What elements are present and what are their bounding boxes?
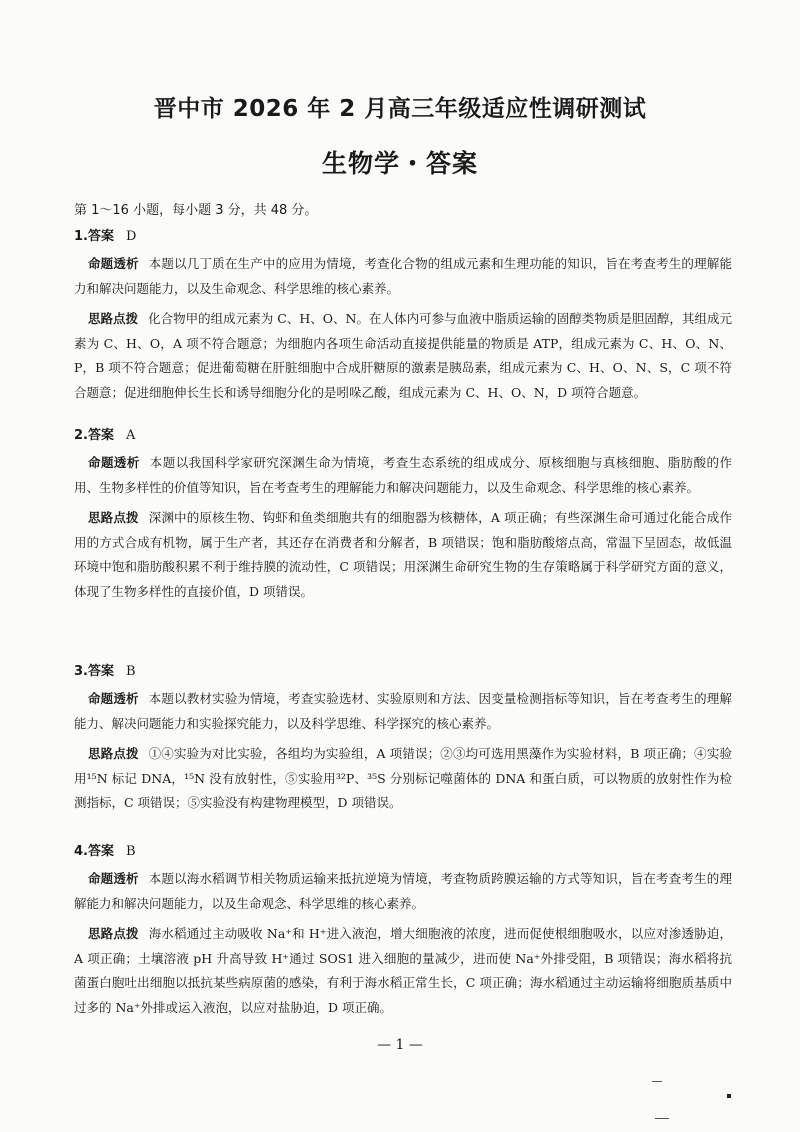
scan-mark	[655, 1118, 669, 1119]
analysis-paragraph	[74, 252, 732, 301]
question-number: 4.	[74, 844, 88, 859]
analysis-text: 本题以教材实验为情境，考查实验选材、实验原则和方法、因变量检测指标等知识，旨在考查考生的理解能力、解决问题能力和实验探究能力，以及科学思维、科学探究的核心素养。	[74, 691, 732, 731]
analysis-label: 命题透析	[88, 256, 139, 271]
scan-mark	[652, 1081, 662, 1082]
answer-label: 答案	[87, 428, 114, 443]
guide-label: 思路点拨	[88, 746, 139, 761]
guide-label: 思路点拨	[88, 510, 139, 525]
analysis-label: 命题透析	[88, 871, 139, 886]
question-3	[74, 663, 732, 822]
analysis-text: 本题以海水稻调节相关物质运输来抵抗逆境为情境，考查物质跨膜运输的方式等知识，旨在考查考生的理解能力和解决问题能力，以及生命观念、科学思维的核心素养。	[74, 871, 732, 911]
analysis-paragraph	[74, 451, 732, 500]
question-number: 3.	[74, 664, 88, 679]
answer-label: 答案	[87, 844, 114, 859]
guide-label: 思路点拨	[88, 311, 139, 326]
answer-line	[74, 427, 732, 445]
answer-value: B	[126, 844, 136, 859]
analysis-text: 本题以我国科学家研究深渊生命为情境，考查生态系统的组成成分、原核细胞与真核细胞、脂肪酸的作用、生物多样性的价值等知识，旨在考查考生的理解能力和解决问题能力，以及生命观念、科学思维的核心素养。	[74, 455, 732, 495]
answer-line	[74, 843, 732, 861]
analysis-label: 命题透析	[88, 455, 140, 470]
page-subtitle: 生物学・答案	[321, 149, 478, 178]
question-number: 1.	[74, 229, 88, 244]
answer-line	[74, 663, 732, 681]
question-number: 2.	[74, 428, 88, 443]
guide-paragraph	[74, 742, 732, 816]
guide-text: ①④实验为对比实验，各组均为实验组，A 项错误；②③均可选用黑藻作为实验材料，B 项正确；④实验用¹⁵N 标记 DNA，¹⁵N 没有放射性，⑤实验用³²P、³⁵S 分别标记噬菌体的 DNA 和蛋白质，可以物质的放射性作为检测指标，C 项错误；⑤实验没有构建物理模型，D 项错误。	[74, 746, 732, 810]
guide-paragraph	[74, 506, 732, 604]
question-2	[74, 427, 732, 610]
answer-line	[74, 228, 732, 246]
question-4	[74, 843, 732, 1026]
question-1	[74, 228, 732, 411]
guide-text: 海水稻通过主动吸收 Na⁺和 H⁺进入液泡，增大细胞液的浓度，进而促使根细胞吸水，以应对渗透胁迫，A 项正确；土壤溶液 pH 升高导致 H⁺通过 SOS1 进入细胞的量减少，进而使 Na⁺外排受阻，B 项错误；海水稻将抗菌蛋白胞吐出细胞以抵抗某些病原菌的感染，有利于海水稻正常生长，C 项正确；海水稻通过主动运输将细胞质基质中过多的 Na⁺外排或运入液泡，以应对盐胁迫，D 项正确。	[74, 926, 732, 1015]
analysis-paragraph	[74, 687, 732, 736]
guide-paragraph	[74, 922, 732, 1020]
guide-text: 深渊中的原核生物、钩虾和鱼类细胞共有的细胞器为核糖体，A 项正确；有些深渊生命可通过化能合成作用的方式合成有机物，属于生产者，其还存在消费者和分解者，B 项错误；饱和脂肪酸熔点高，常温下呈固态，故低温环境中饱和脂肪酸积累不利于维持膜的流动性，C 项错误；用深渊生命研究生物的生存策略属于科学研究方面的意义，体现了生物多样性的直接价值，D 项错误。	[74, 510, 732, 599]
answer-value: D	[126, 229, 137, 244]
answer-label: 答案	[87, 664, 114, 679]
page-title: 晋中市 2026 年 2 月高三年级适应性调研测试	[153, 96, 647, 122]
section-intro: 第 1～16 小题，每小题 3 分，共 48 分。	[74, 203, 318, 218]
page-number: — 1 —	[377, 1037, 423, 1053]
guide-paragraph	[74, 307, 732, 405]
scan-mark	[727, 1094, 731, 1098]
answer-label: 答案	[87, 229, 114, 244]
guide-text: 化合物甲的组成元素为 C、H、O、N。在人体内可参与血液中脂质运输的固醇类物质是胆固醇，其组成元素为 C、H、O，A 项不符合题意；为细胞内各项生命活动直接提供能量的物质是 ATP，组成元素为 C、H、O、N、P，B 项不符合题意；促进葡萄糖在肝脏细胞中合成肝糖原的激素是胰岛素，组成元素为 C、H、O、N、S，C 项不符合题意；促进细胞伸长生长和诱导细胞分化的是吲哚乙酸，组成元素为 C、H、O、N，D 项符合题意。	[74, 311, 732, 400]
analysis-label: 命题透析	[88, 691, 139, 706]
answer-value: A	[126, 428, 136, 443]
analysis-text: 本题以几丁质在生产中的应用为情境，考查化合物的组成元素和生理功能的知识，旨在考查考生的理解能力和解决问题能力，以及生命观念、科学思维的核心素养。	[74, 256, 732, 296]
analysis-paragraph	[74, 867, 732, 916]
answer-value: B	[126, 664, 136, 679]
guide-label: 思路点拨	[88, 926, 139, 941]
